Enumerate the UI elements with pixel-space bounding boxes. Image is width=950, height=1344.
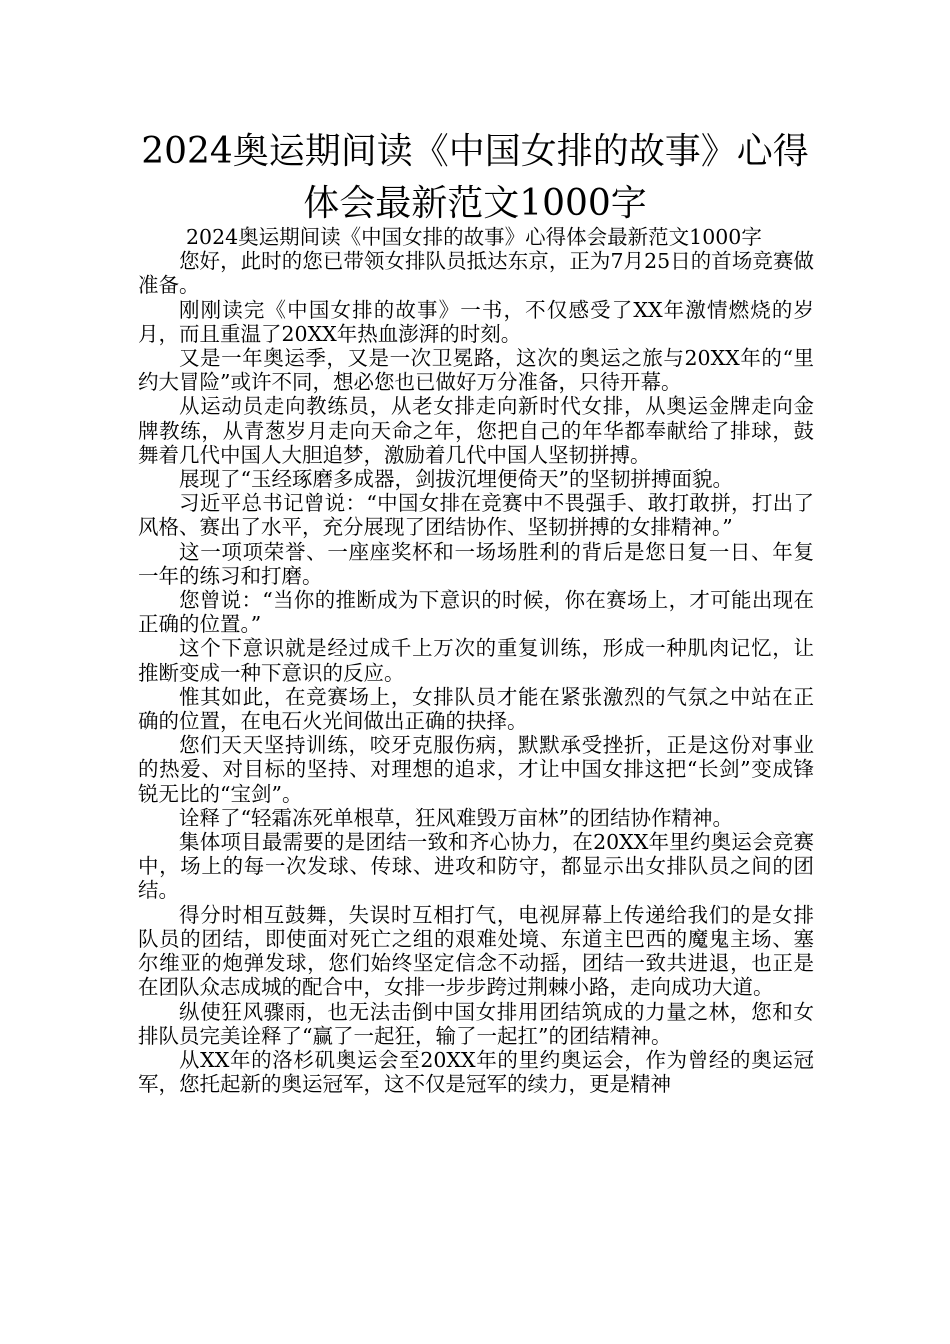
paragraph: 刚刚读完《中国女排的故事》一书，不仅感受了XX年激情燃烧的岁月，而且重温了20XX年热血澎湃的时刻。 [138,297,814,346]
paragraph: 从XX年的洛杉矶奥运会至20XX年的里约奥运会，作为曾经的奥运冠军，您托起新的奥运冠军，这不仅是冠军的续力，更是精神 [138,1047,814,1097]
paragraph: 纵使狂风骤雨，也无法击倒中国女排用团结筑成的力量之林，您和女排队员完美诠释了“赢了一起狂，输了一起扛”的团结精神。 [138,999,814,1048]
paragraph: 集体项目最需要的是团结一致和齐心协力，在20XX年里约奥运会竞赛中，场上的每一次发球、传球、进攻和防守，都显示出女排队员之间的团结。 [138,830,814,903]
paragraph: 展现了“玉经琢磨多成器，剑拔沉埋便倚天”的坚韧拼搏面貌。 [179,467,733,492]
paragraph: 诠释了“轻霜冻死单根草，狂风难毁万亩林”的团结协作精神。 [179,805,733,830]
paragraph: 这个下意识就是经过成千上万次的重复训练，形成一种肌肉记忆，让推断变成一种下意识的反应。 [138,636,814,685]
paragraph: 这一项项荣誉、一座座奖杯和一场场胜利的背后是您日复一日、年复一年的练习和打磨。 [138,539,814,588]
document-title: 2024奥运期间读《中国女排的故事》心得体会最新范文1000字 [141,131,809,224]
paragraph: 从运动员走向教练员，从老女排走向新时代女排，从奥运金牌走向金牌教练，从青葱岁月走向天命之年，您把自己的年华都奉献给了排球，鼓舞着几代中国人大胆追梦，激励着几代中国人坚韧拼搏。 [138,394,814,467]
document-subtitle: 2024奥运期间读《中国女排的故事》心得体会最新范文1000字 [186,225,762,249]
paragraph: 您们天天坚持训练，咬牙克服伤病，默默承受挫折，正是这份对事业的热爱、对目标的坚持、对理想的追求，才让中国女排这把“长剑”变成锋锐无比的“宝剑”。 [138,733,814,806]
document-body [138,225,814,1096]
paragraph: 您好，此时的您已带领女排队员抵达东京，正为7月25日的首场竞赛做准备。 [138,249,814,298]
paragraph: 习近平总书记曾说：“中国女排在竞赛中不畏强手、敢打敢拼，打出了风格、赛出了水平，充分展现了团结协作、坚韧拼搏的女排精神。” [138,491,814,540]
paragraph: 您曾说：“当你的推断成为下意识的时候，你在赛场上，才可能出现在正确的位置。” [138,588,814,637]
paragraph: 得分时相互鼓舞，失误时互相打气，电视屏幕上传递给我们的是女排队员的团结，即使面对死亡之组的艰难处境、东道主巴西的魔鬼主场、塞尔维亚的炮弹发球，您们始终坚定信念不动摇，团结一致共进退，也正是在团队众志成城的配合中，女排一步步跨过荆棘小路，走向成功大道。 [138,902,814,1000]
paragraph: 又是一年奥运季，又是一次卫冕路，这次的奥运之旅与20XX年的“里约大冒险”或许不同，想必您也已做好万分准备，只待开幕。 [138,346,814,395]
paragraph: 惟其如此，在竞赛场上，女排队员才能在紧张激烈的气氛之中站在正确的位置，在电石火光间做出正确的抉择。 [138,684,814,734]
